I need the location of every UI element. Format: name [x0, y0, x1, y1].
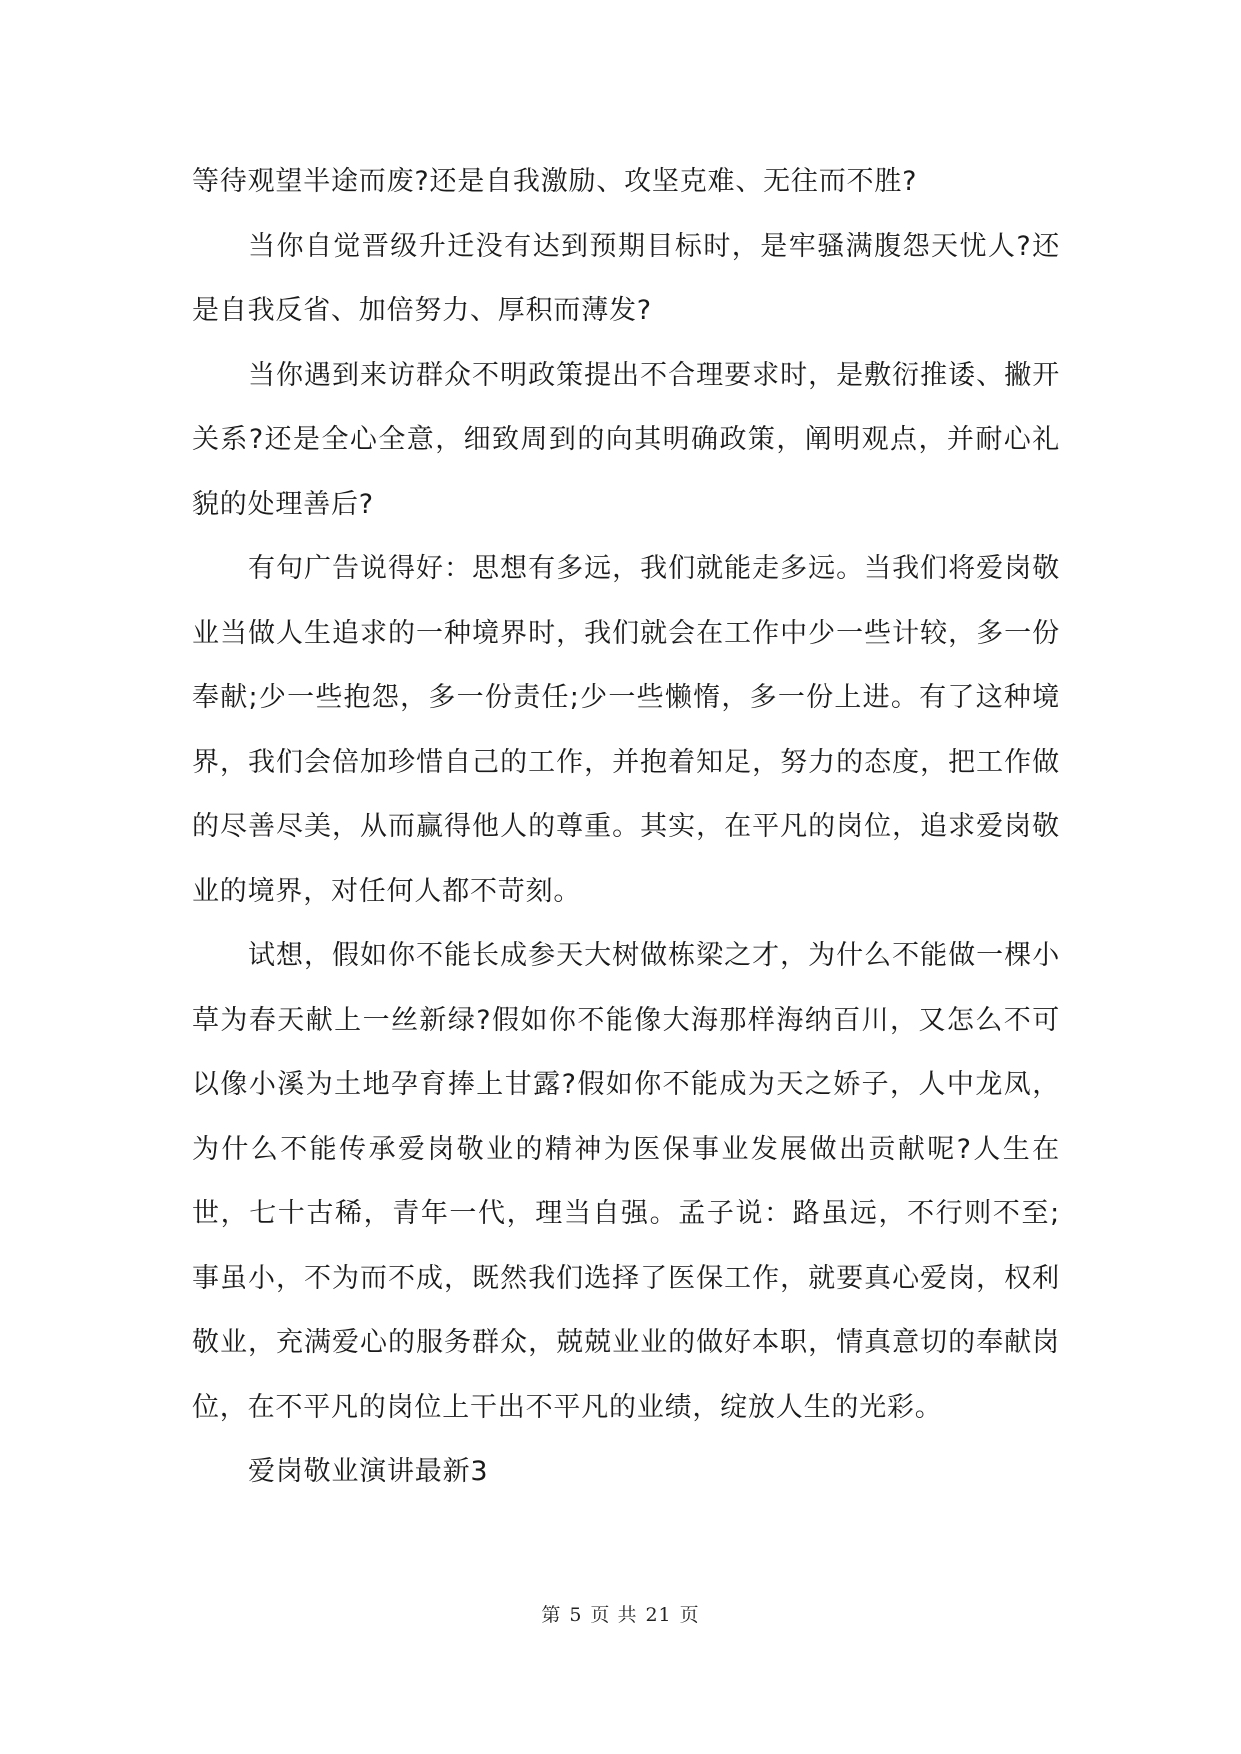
footer-current-page: 5: [569, 1604, 583, 1626]
paragraph-2: 当你自觉晋级升迁没有达到预期目标时，是牢骚满腹怨天忧人?还是自我反省、加倍努力、厚积而薄发?: [192, 230, 1060, 326]
footer-suffix: 页: [679, 1604, 700, 1626]
footer-prefix: 第: [541, 1604, 562, 1626]
document-body: [192, 150, 1060, 1505]
paragraph-5: 试想，假如你不能长成参天大树做栋梁之才，为什么不能做一棵小草为春天献上一丝新绿?假如你不能像大海那样海纳百川，又怎么不可以像小溪为土地孕育捧上甘露?假如你不能成为天之娇子，人中龙凤，为什么不能传承爱岗敬业的精神为医保事业发展做出贡献呢?人生在世，七十古稀，青年一代，理当自强。孟子说：路虽远，不行则不至;事虽小，不为而不成，既然我们选择了医保工作，就要真心爱岗，权利敬业，充满爱心的服务群众，兢兢业业的做好本职，情真意切的奉献岗位，在不平凡的岗位上干出不平凡的业绩，绽放人生的光彩。: [192, 940, 1060, 1423]
paragraph-3: 当你遇到来访群众不明政策提出不合理要求时，是敷衍推诿、撇开关系?还是全心全意，细致周到的向其明确政策，阐明观点，并耐心礼貌的处理善后?: [192, 359, 1060, 520]
paragraph-1: 等待观望半途而废?还是自我激励、攻坚克难、无往而不胜?: [192, 166, 918, 197]
paragraph-4: 有句广告说得好：思想有多远，我们就能走多远。当我们将爱岗敬业当做人生追求的一种境界时，我们就会在工作中少一些计较，多一份奉献;少一些抱怨，多一份责任;少一些懒惰，多一份上进。有了这种境界，我们会倍加珍惜自己的工作，并抱着知足，努力的态度，把工作做的尽善尽美，从而赢得他人的尊重。其实，在平凡的岗位，追求爱岗敬业的境界，对任何人都不苛刻。: [192, 553, 1060, 907]
footer-total-pages: 21: [645, 1604, 672, 1626]
section-heading: 爱岗敬业演讲最新3: [248, 1456, 489, 1487]
footer-middle: 页 共: [590, 1604, 638, 1626]
page-footer: [0, 1600, 1241, 1627]
